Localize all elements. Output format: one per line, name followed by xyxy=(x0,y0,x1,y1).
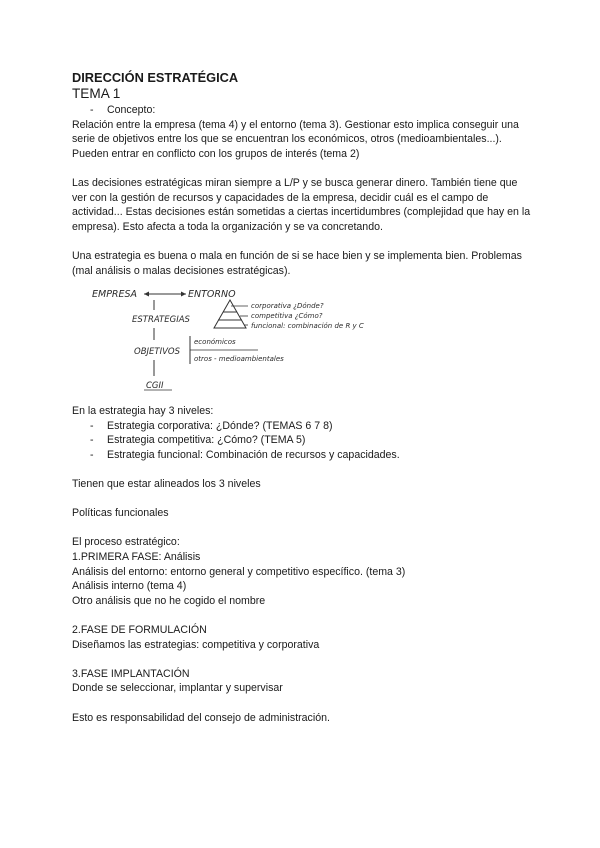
diagram-competitiva: competitiva ¿Cómo? xyxy=(251,312,323,321)
diagram-arrow-right xyxy=(181,292,186,297)
nivel-item: - Estrategia corporativa: ¿Dónde? (TEMAS 6 7 8) xyxy=(90,419,532,434)
document-page xyxy=(72,70,532,725)
document-title: DIRECCIÓN ESTRATÉGICA xyxy=(72,70,239,85)
paragraph-estrategia: Una estrategia es buena o mala en función de si se hace bien y se implementa bien. Problemas (mal análisis o malas decisiones estratégicas). xyxy=(72,249,522,277)
paragraph-cierre: Esto es responsabilidad del consejo de administración. xyxy=(72,711,330,724)
nivel-item: - Estrategia funcional: Combinación de recursos y capacidades. xyxy=(90,448,532,463)
diagram-corporativa: corporativa ¿Dónde? xyxy=(251,302,324,311)
diagram-funcional: funcional: combinación de R y C xyxy=(251,322,364,331)
fase3-heading: 3.FASE IMPLANTACIÓN xyxy=(72,667,190,680)
diagram-otros: otros - medioambientales xyxy=(194,355,284,364)
nivel-item: - Estrategia competitiva: ¿Cómo? (TEMA 5) xyxy=(90,433,532,448)
paragraph-alineados: Tienen que estar alineados los 3 niveles xyxy=(72,478,261,491)
niveles-list xyxy=(72,419,532,463)
diagram-cgii: CGII xyxy=(146,381,164,392)
diagram-objetivos: OBJETIVOS xyxy=(134,347,180,358)
diagram-svg xyxy=(90,280,400,398)
fase1-line: Otro análisis que no he cogido el nombre xyxy=(72,594,266,607)
diagram-arrow-left xyxy=(144,292,149,297)
fase2-heading: 2.FASE DE FORMULACIÓN xyxy=(72,624,207,637)
handwritten-diagram xyxy=(90,280,400,398)
diagram-estrategias: ESTRATEGIAS xyxy=(132,315,190,326)
diagram-entorno: ENTORNO xyxy=(188,289,236,301)
niveles-intro: En la estrategia hay 3 niveles: xyxy=(72,405,214,418)
fase1-heading: 1.PRIMERA FASE: Análisis xyxy=(72,551,201,564)
fase3-line: Donde se seleccionar, implantar y supervisar xyxy=(72,682,283,695)
pyramid-icon xyxy=(214,300,246,328)
fase1-line: Análisis del entorno: entorno general y competitivo específico. (tema 3) xyxy=(72,565,406,578)
fase1-line: Análisis interno (tema 4) xyxy=(72,580,187,593)
paragraph-politicas: Políticas funcionales xyxy=(72,507,169,520)
proceso-heading: El proceso estratégico: xyxy=(72,536,180,549)
fase2-line: Diseñamos las estrategias: competitiva y corporativa xyxy=(72,638,320,651)
diagram-economicos: económicos xyxy=(194,338,236,347)
paragraph-relacion: Relación entre la empresa (tema 4) y el entorno (tema 3). Gestionar esto implica conseguir una serie de objetivos entre los que se encuentran los económicos, otros (medioambientales...). Pueden entrar en conflicto con los grupos de interés (tema 2) xyxy=(72,118,519,160)
tema-heading: TEMA 1 xyxy=(72,86,121,101)
concepto-item: - Concepto: xyxy=(90,103,532,118)
paragraph-decisiones: Las decisiones estratégicas miran siempre a L/P y se busca generar dinero. También tiene que ver con la gestión de recursos y capacidades de la empresa, decidir cuál es el campo de actividad... Estas decisiones están sometidas a ciertas incertidumbres (complejidad que hay en la empresa). Esto afecta a toda la organización y se va concretando. xyxy=(72,176,531,233)
concepto-list xyxy=(72,103,532,118)
diagram-empresa: EMPRESA xyxy=(92,289,138,301)
